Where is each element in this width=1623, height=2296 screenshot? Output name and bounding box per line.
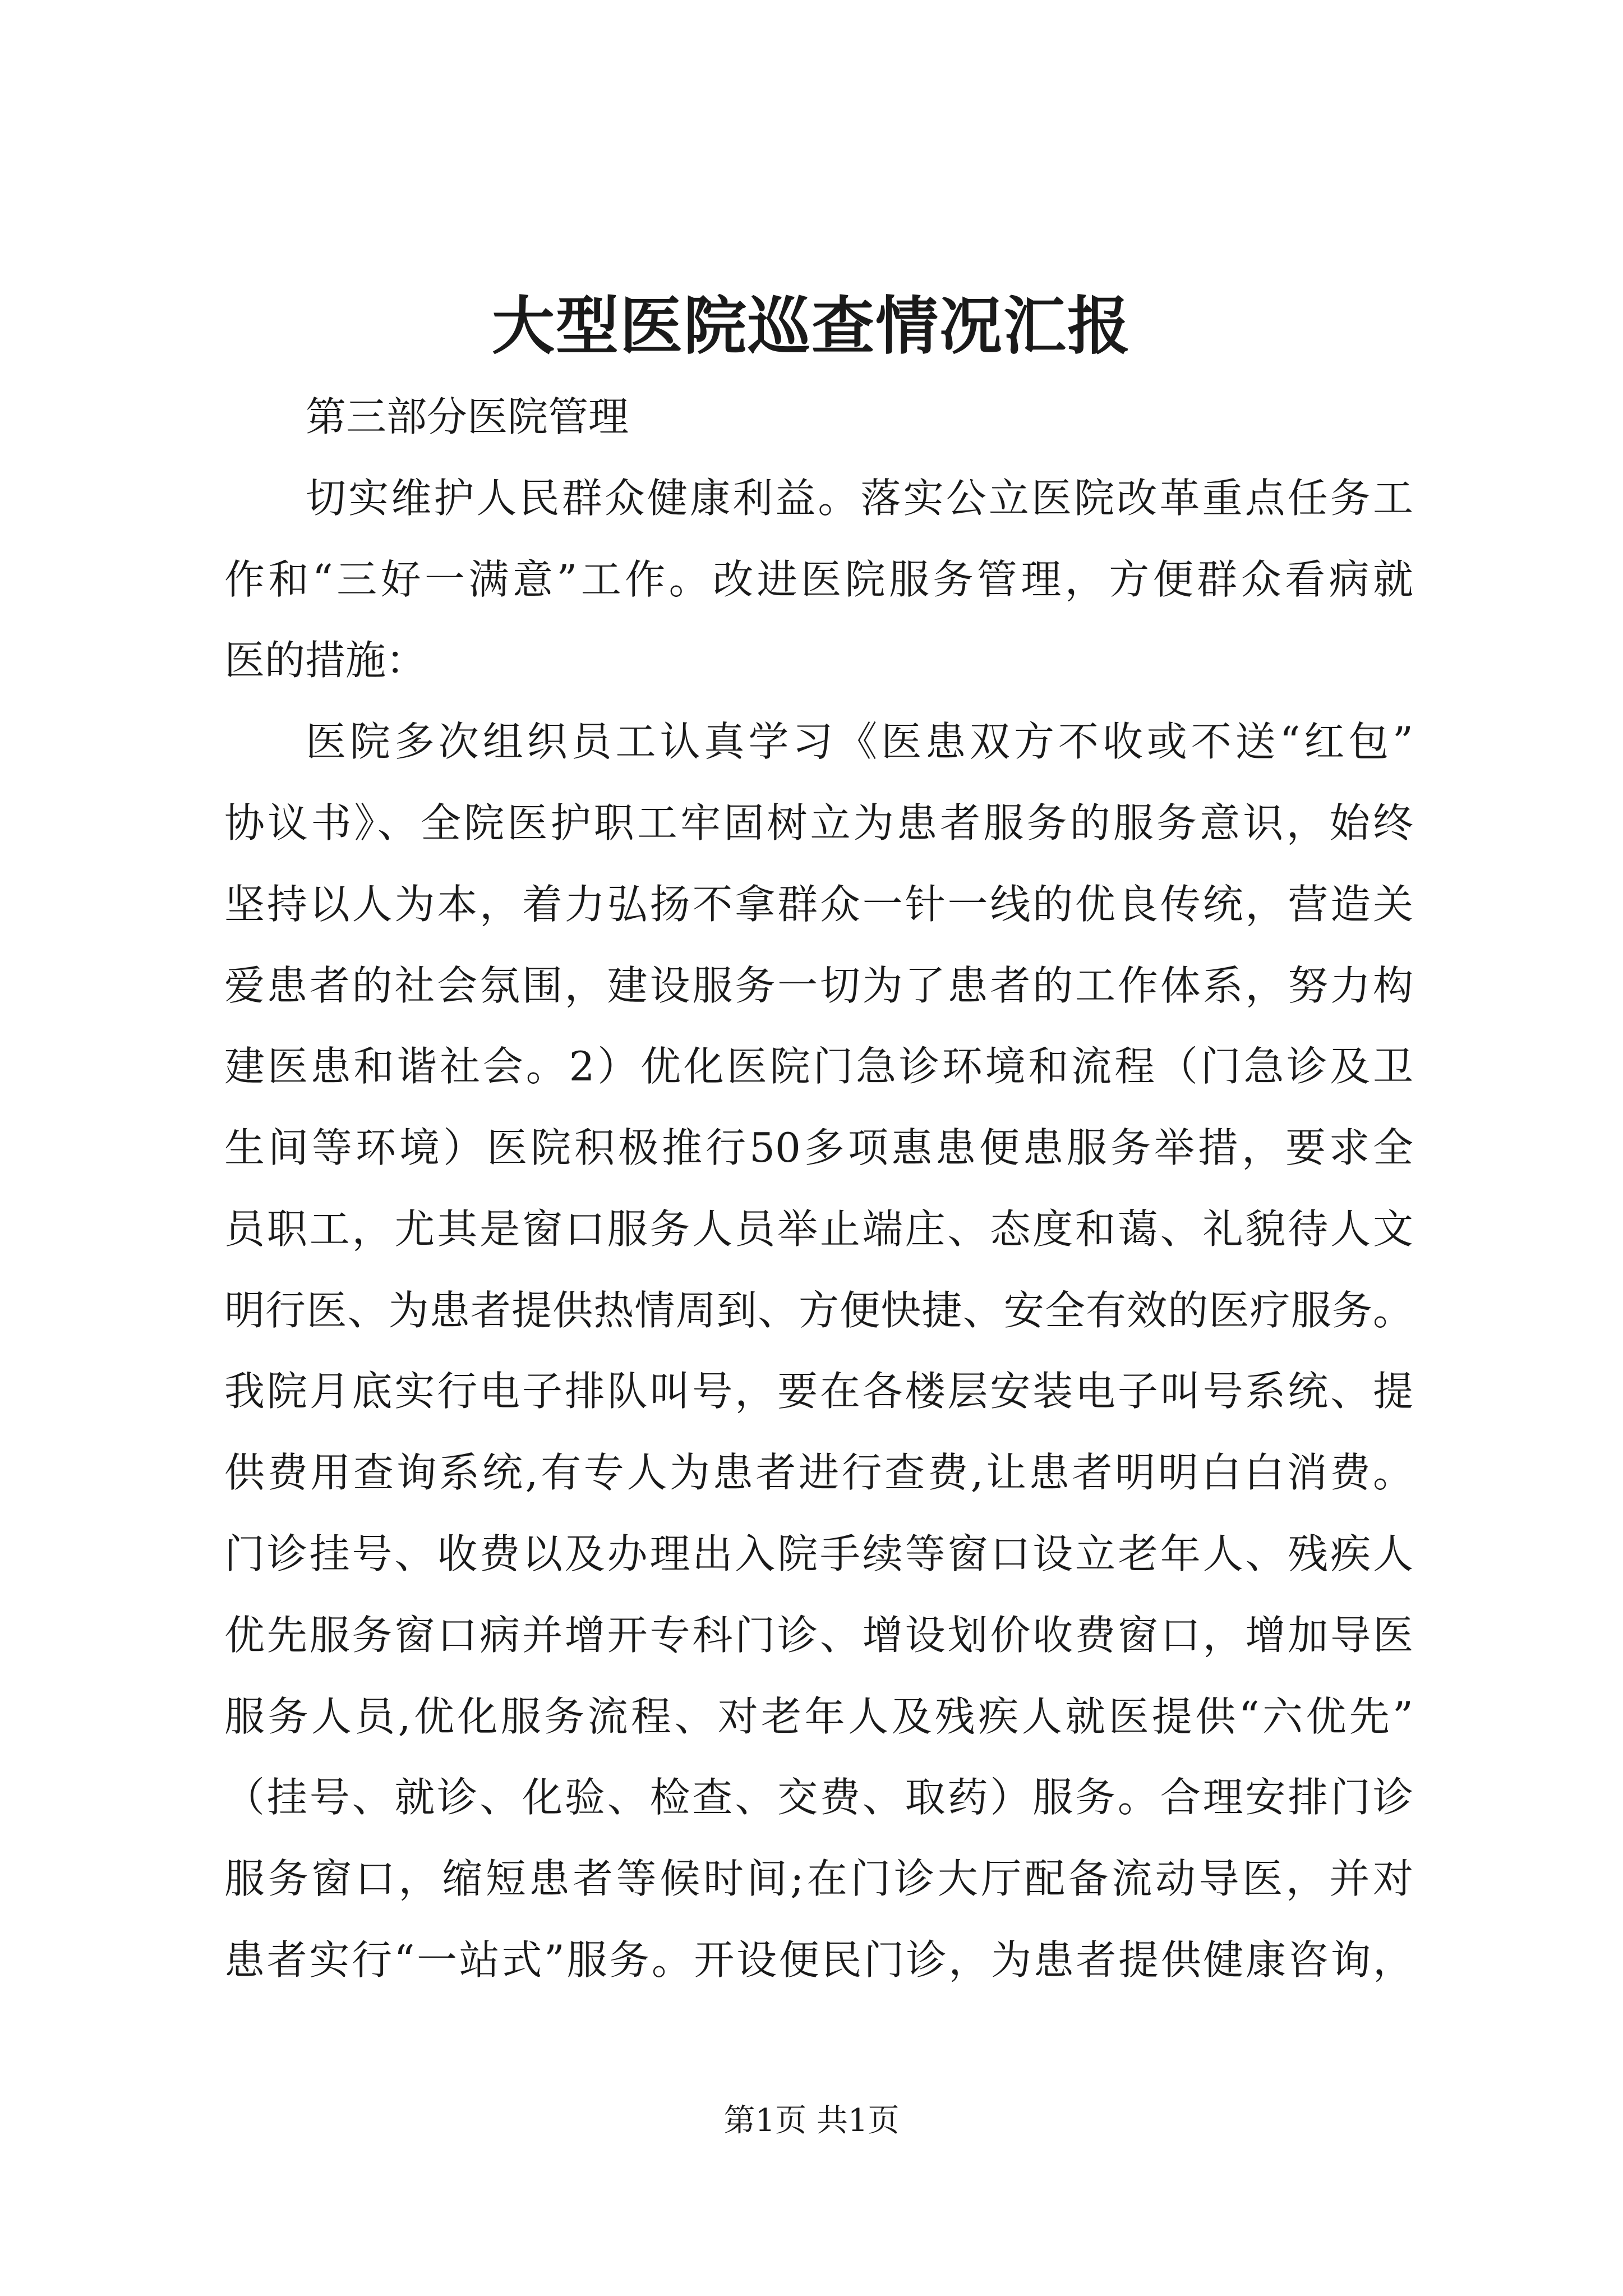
paragraph2-line: 我院月底实行电子排队叫号，要在各楼层安装电子叫号系统、提	[224, 1368, 1413, 1415]
paragraph2-line: 坚持以人为本，着力弘扬不拿群众一针一线的优良传统，营造关	[224, 881, 1413, 928]
document-title: 大型医院巡查情况汇报	[492, 289, 1131, 363]
paragraph2-line: （挂号、就诊、化验、检查、交费、取药）服务。合理安排门诊	[224, 1774, 1413, 1821]
paragraph1-line: 作和“三好一满意”工作。改进医院服务管理，方便群众看病就	[224, 556, 1413, 603]
paragraph2-line: 爱患者的社会氛围，建设服务一切为了患者的工作体系，努力构	[224, 962, 1413, 1009]
paragraph2-line: 门诊挂号、收费以及办理出入院手续等窗口设立老年人、残疾人	[224, 1530, 1413, 1577]
paragraph1-line: 切实维护人民群众健康利益。落实公立医院改革重点任务工	[306, 475, 1413, 522]
paragraph2-line: 优先服务窗口病并增开专科门诊、增设划价收费窗口，增加导医	[224, 1612, 1413, 1659]
paragraph2-line: 协议书》、全院医护职工牢固树立为患者服务的服务意识，始终	[224, 799, 1413, 846]
paragraph1-line: 医的措施：	[224, 637, 427, 684]
paragraph2-line: 服务窗口，缩短患者等候时间;在门诊大厅配备流动导医，并对	[224, 1855, 1413, 1902]
paragraph2-line: 医院多次组织员工认真学习《医患双方不收或不送“红包”	[306, 718, 1413, 765]
paragraph2-line: 生间等环境）医院积极推行50多项惠患便患服务举措，要求全	[224, 1124, 1413, 1171]
paragraph2-line: 建医患和谐社会。2）优化医院门急诊环境和流程（门急诊及卫	[224, 1043, 1413, 1090]
paragraph2-line: 服务人员,优化服务流程、对老年人及残疾人就医提供“六优先”	[224, 1693, 1413, 1740]
paragraph2-line: 员职工，尤其是窗口服务人员举止端庄、态度和蔼、礼貌待人文	[224, 1205, 1413, 1253]
paragraph2-line: 明行医、为患者提供热情周到、方便快捷、安全有效的医疗服务。	[224, 1287, 1413, 1334]
paragraph2-line: 患者实行“一站式”服务。开设便民门诊，为患者提供健康咨询，	[224, 1936, 1413, 1984]
page-footer: 第1页 共1页	[723, 2102, 900, 2139]
paragraph2-line: 供费用查询系统,有专人为患者进行查费,让患者明明白白消费。	[224, 1449, 1413, 1496]
section-heading: 第三部分医院管理	[306, 393, 629, 440]
